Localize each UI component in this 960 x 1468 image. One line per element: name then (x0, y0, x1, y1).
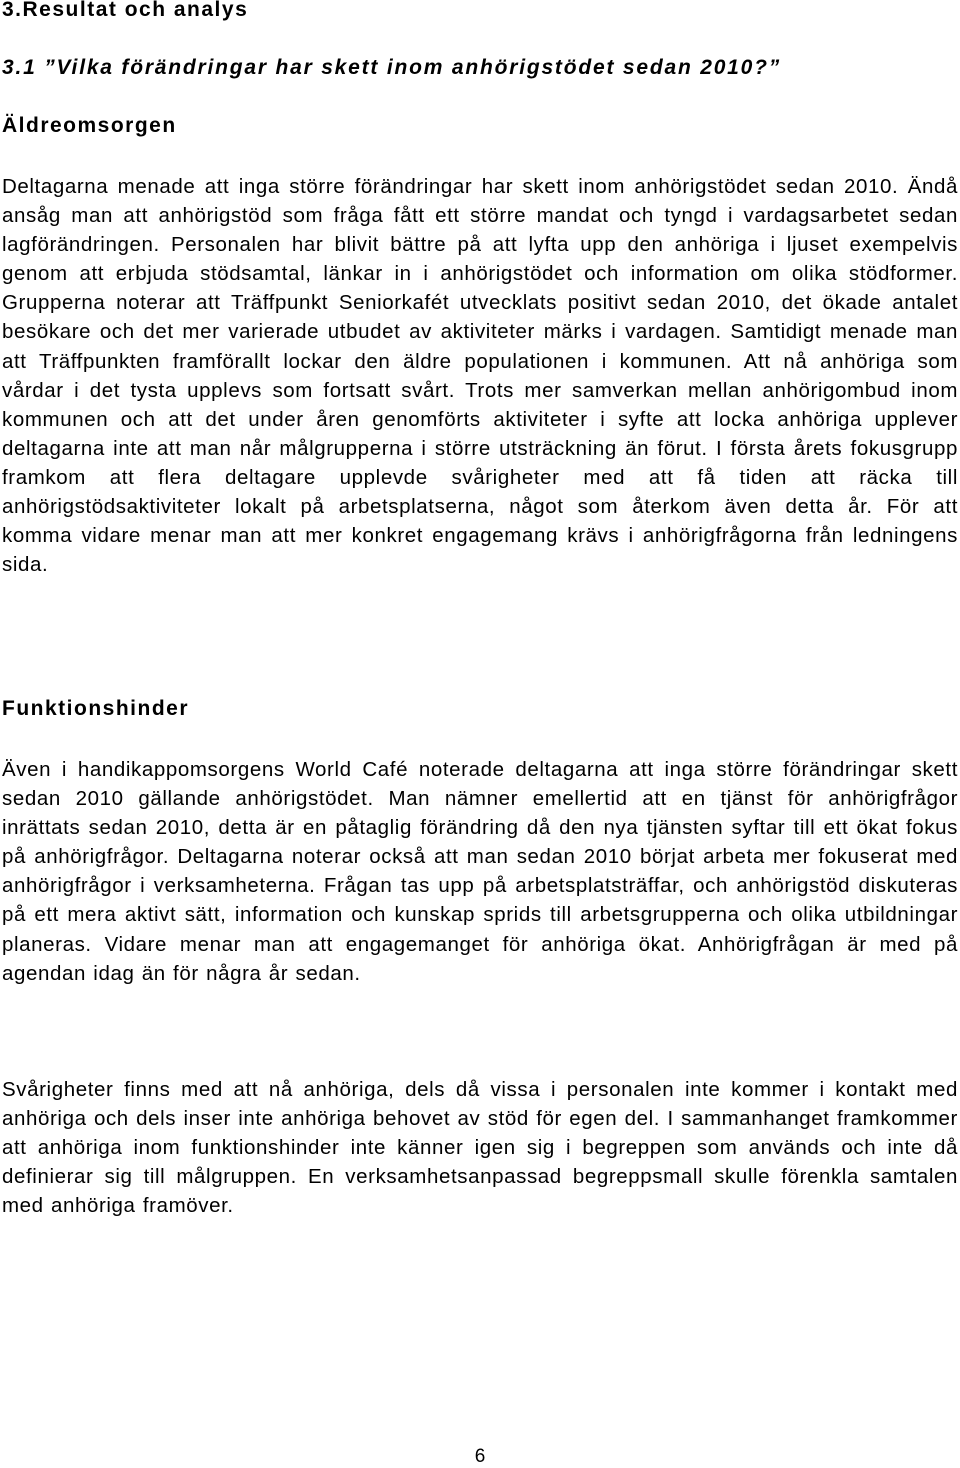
subsection-heading: 3.1 ”Vilka förändringar har skett inom anhörigstödet sedan 2010?” (2, 56, 782, 79)
elderly-care-heading: Äldreomsorgen (2, 114, 177, 137)
section-heading: 3.Resultat och analys (2, 0, 249, 21)
disability-paragraph-2: Svårigheter finns med att nå anhöriga, dels då vissa i personalen inte kommer i kontakt med anhöriga och dels inser inte anhöriga behovet av stöd för egen del. I sammanhanget framkommer att anhöriga inom funktionshinder inte känner igen sig i begreppen som används och inte då definierar sig till målgruppen. En verksamhetsanpassad begreppsmall skulle förenkla samtalen med anhöriga framöver. (2, 1078, 958, 1218)
disability-paragraph-1: Även i handikappomsorgens World Café noterade deltagarna att inga större förändringar skett sedan 2010 gällande anhörigstödet. Man nämner emellertid att en tjänst för anhörigfrågor inrättats sedan 2010, detta är en påtaglig förändring då den nya tjänsten syftar till ett ökat fokus på anhörigfrågor. Deltagarna noterar också att man sedan 2010 börjat arbeta mer fokuserat med anhörigfrågor i verksamheterna. Frågan tas upp på arbetsplatsträffar, och anhörigstöd diskuteras på ett mera aktivt sätt, information och kunskap sprids till arbetsgrupperna och olika utbildningar planeras. Vidare menar man att engagemanget för anhöriga ökat. Anhörigfrågan är med på agendan idag än för några år sedan. (2, 758, 958, 985)
elderly-care-paragraph: Deltagarna menade att inga större förändringar har skett inom anhörigstödet sedan 2010. Ändå ansåg man att anhörigstöd som fråga fått ett större mandat och tyngd i vardagsarbetet sedan lagförändringen. Personalen har blivit bättre på att lyfta upp den anhöriga i ljuset exempelvis genom att erbjuda stödsamtal, länkar in i anhörigstödet och information om olika stödformer. Grupperna noterar att Träffpunkt Seniorkafét utvecklats positivt sedan 2010, det ökade antalet besökare och det mer varierade utbudet av aktiviteter märks i vardagen. Samtidigt menade man att Träffpunkten framförallt lockar den äldre populationen i kommunen. Att nå anhöriga som vårdar i det tysta upplevs som fortsatt svårt. Trots mer samverkan mellan anhörigombud inom kommunen och att det under åren genomförts aktiviteter i syfte att locka anhöriga upplever deltagarna inte att man når målgrupperna i större utsträckning än förut. I första årets fokusgrupp framkom att flera deltagare upplevde svårigheter med att få tiden att räcka till anhörigstödsaktiviteter lokalt på arbetsplatserna, något som återkom även detta år. För att komma vidare menar man att mer konkret engagemang krävs i anhörigfrågorna från ledningens sida. (2, 175, 958, 577)
disability-heading: Funktionshinder (2, 697, 189, 720)
page-number: 6 (474, 1446, 486, 1467)
